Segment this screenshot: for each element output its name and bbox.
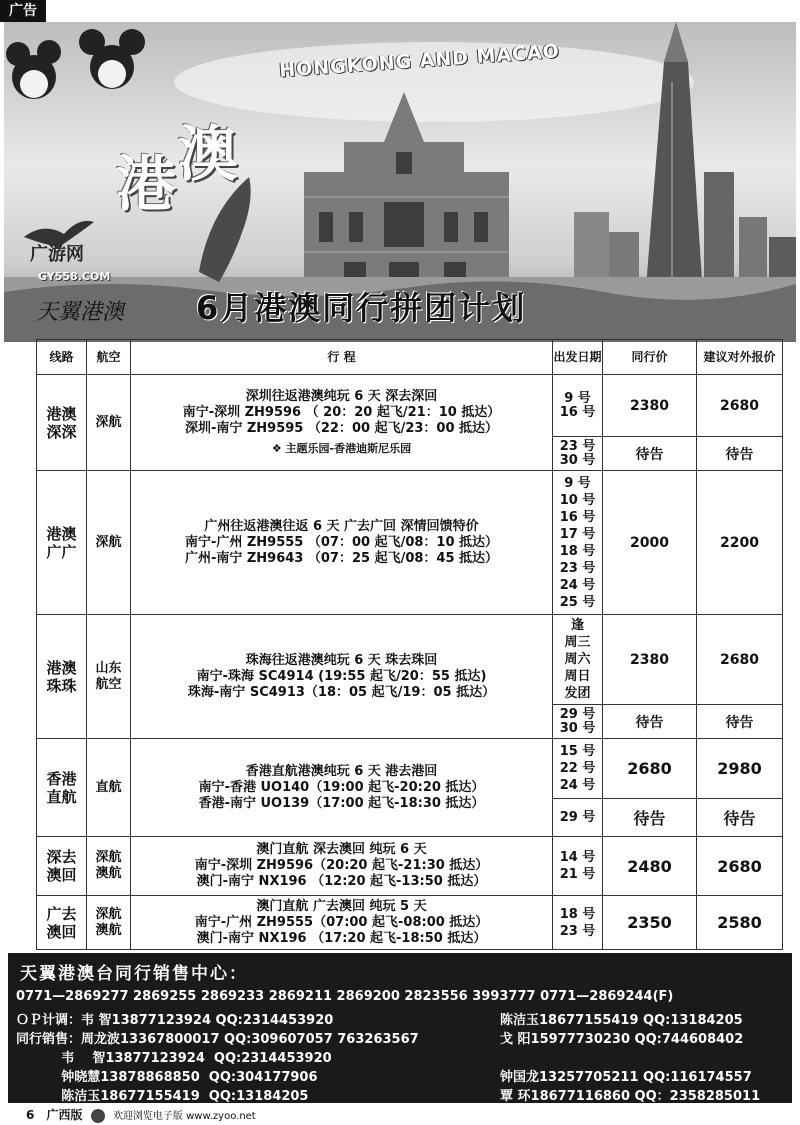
table-row (37, 375, 783, 437)
header-peer-price: 同行价 (603, 340, 697, 375)
english-title: HONGKONG AND MACAO (278, 40, 561, 82)
airline-cell: 深航澳航 (87, 896, 131, 950)
schedule-table (36, 339, 783, 950)
table-row (37, 615, 783, 705)
ad-tag: 广告 (0, 0, 46, 22)
peer-price-cell: 待告 (603, 437, 697, 471)
contact-row-left: ＯＰ计调：韦 智13877123924 QQ:2314453920 (16, 1013, 334, 1028)
airline-cell: 深航澳航 (87, 837, 131, 896)
route-cell: 深去澳回 (37, 837, 87, 896)
retail-price-cell: 待告 (697, 437, 783, 471)
itinerary-cell: 广州往返港澳往返 6 天 广去广回 深情回馈特价 南宁-广州 ZH9555 （07：00 起飞/08：10 抵达） 广州-南宁 ZH9643 （07：25 起飞/08：45 抵达） (131, 471, 553, 615)
brand-script: 天翼港澳 (36, 300, 125, 325)
contact-row-right: 钟国龙13257705211 QQ:116174557 (500, 1070, 752, 1085)
airline-cell: 山东航空 (87, 615, 131, 739)
airline-cell: 深航 (87, 375, 131, 471)
itinerary-cell: 澳门直航 广去澳回 纯玩 5 天 南宁-广州 ZH9555（07:00 起飞-08:00 抵达） 澳门-南宁 NX196 （17:20 起飞-18:50 抵达） (131, 896, 553, 950)
dates-cell: 23 号 30 号 (553, 437, 603, 471)
contact-row-right: 覃 环18677116860 QQ：2358285011 (500, 1089, 761, 1104)
edition-label: 广西版 (46, 1108, 83, 1122)
phone-numbers: 0771—2869277 2869255 2869233 2869211 2869200 2823556 3993777 0771—2869244(F) (16, 989, 674, 1004)
page-footer (26, 1106, 256, 1123)
dates-cell: 18 号 23 号 (553, 896, 603, 950)
sales-contact-box (8, 953, 792, 1103)
itinerary-cell: 香港直航港澳纯玩 6 天 港去港回 南宁-香港 UO140（19:00 起飞-20:20 抵达） 香港-南宁 UO139（17:00 起飞-18:30 抵达） (131, 739, 553, 837)
dates-cell: 15 号 22 号 24 号 (553, 739, 603, 799)
table-row (37, 896, 783, 950)
itinerary-cell: 深圳往返港澳纯玩 6 天 深去深回 南宁-深圳 ZH9596 （ 20：20 起飞/21：10 抵达） 深圳-南宁 ZH9595 （22：00 起飞/23：00 抵达） ❖ 主题乐园-香港迪斯尼乐园 (131, 375, 553, 471)
retail-price-cell: 2680 (697, 615, 783, 705)
retail-price-cell: 2680 (697, 837, 783, 896)
peer-price-cell: 2380 (603, 375, 697, 437)
big-char-ao: 澳 (178, 120, 238, 190)
header-airline: 航空 (87, 340, 131, 375)
peer-price-cell: 2350 (603, 896, 697, 950)
table-row (37, 471, 783, 615)
peer-price-cell: 2380 (603, 615, 697, 705)
dates-cell: 9 号 16 号 (553, 375, 603, 437)
dates-cell: 29 号 30 号 (553, 705, 603, 739)
dates-cell: 14 号 21 号 (553, 837, 603, 896)
header-itinerary: 行 程 (131, 340, 553, 375)
contact-header: 天翼港澳台同行销售中心： (20, 964, 248, 984)
contact-row-right: 陈洁玉18677155419 QQ:13184205 (500, 1013, 743, 1028)
logo-icon (91, 1109, 105, 1123)
header-retail-price: 建议对外报价 (697, 340, 783, 375)
retail-price-cell: 2580 (697, 896, 783, 950)
contact-row-left: 韦 智13877123924 QQ:2314453920 (16, 1051, 332, 1066)
contact-row-right: 戈 阳15977730230 QQ:744608402 (500, 1032, 744, 1047)
contact-row-left: 钟晓慧13878868850 QQ:304177906 (16, 1070, 318, 1085)
table-row (37, 739, 783, 799)
retail-price-cell: 2980 (697, 739, 783, 799)
header-dates: 出发日期 (553, 340, 603, 375)
dates-cell: 逢 周三 周六 周日 发团 (553, 615, 603, 705)
big-char-gang: 港 (116, 150, 176, 220)
route-cell: 香港直航 (37, 739, 87, 837)
route-cell: 港澳珠珠 (37, 615, 87, 739)
peer-price-cell: 2000 (603, 471, 697, 615)
route-cell: 广去澳回 (37, 896, 87, 950)
route-cell: 港澳广广 (37, 471, 87, 615)
peer-price-cell: 2480 (603, 837, 697, 896)
retail-price-cell: 2200 (697, 471, 783, 615)
footer-text[interactable]: 欢迎浏览电子版 www.zyoo.net (112, 1111, 256, 1122)
peer-price-cell: 待告 (603, 799, 697, 837)
table-header-row (37, 340, 783, 375)
retail-price-cell: 待告 (697, 799, 783, 837)
site-url: GY558.COM (38, 270, 111, 283)
dates-cell: 9 号 10 号 16 号 17 号 18 号 23 号 24 号 25 号 (553, 471, 603, 615)
page-number: 6 (26, 1108, 35, 1122)
header-route: 线路 (37, 340, 87, 375)
itinerary-cell: 珠海往返港澳纯玩 6 天 珠去珠回 南宁-珠海 SC4914 (19:55 起飞/20：55 抵达) 珠海-南宁 SC4913（18：05 起飞/19：05 抵达） (131, 615, 553, 739)
plan-title: 6月港澳同行拼团计划 (196, 289, 527, 327)
retail-price-cell: 待告 (697, 705, 783, 739)
airline-cell: 深航 (87, 471, 131, 615)
site-logo: 广游网 (30, 244, 84, 265)
peer-price-cell: 待告 (603, 705, 697, 739)
contact-row-left: 同行销售：周龙波13367800017 QQ:309607057 763263567 (16, 1032, 419, 1047)
route-cell: 港澳深深 (37, 375, 87, 471)
retail-price-cell: 2680 (697, 375, 783, 437)
contact-row-left: 陈洁玉18677155419 QQ:13184205 (16, 1089, 309, 1104)
peer-price-cell: 2680 (603, 739, 697, 799)
airline-cell: 直航 (87, 739, 131, 837)
itinerary-cell: 澳门直航 深去澳回 纯玩 6 天 南宁-深圳 ZH9596（20:20 起飞-21:30 抵达） 澳门-南宁 NX196 （12:20 起飞-13:50 抵达） (131, 837, 553, 896)
dates-cell: 29 号 (553, 799, 603, 837)
table-row (37, 837, 783, 896)
